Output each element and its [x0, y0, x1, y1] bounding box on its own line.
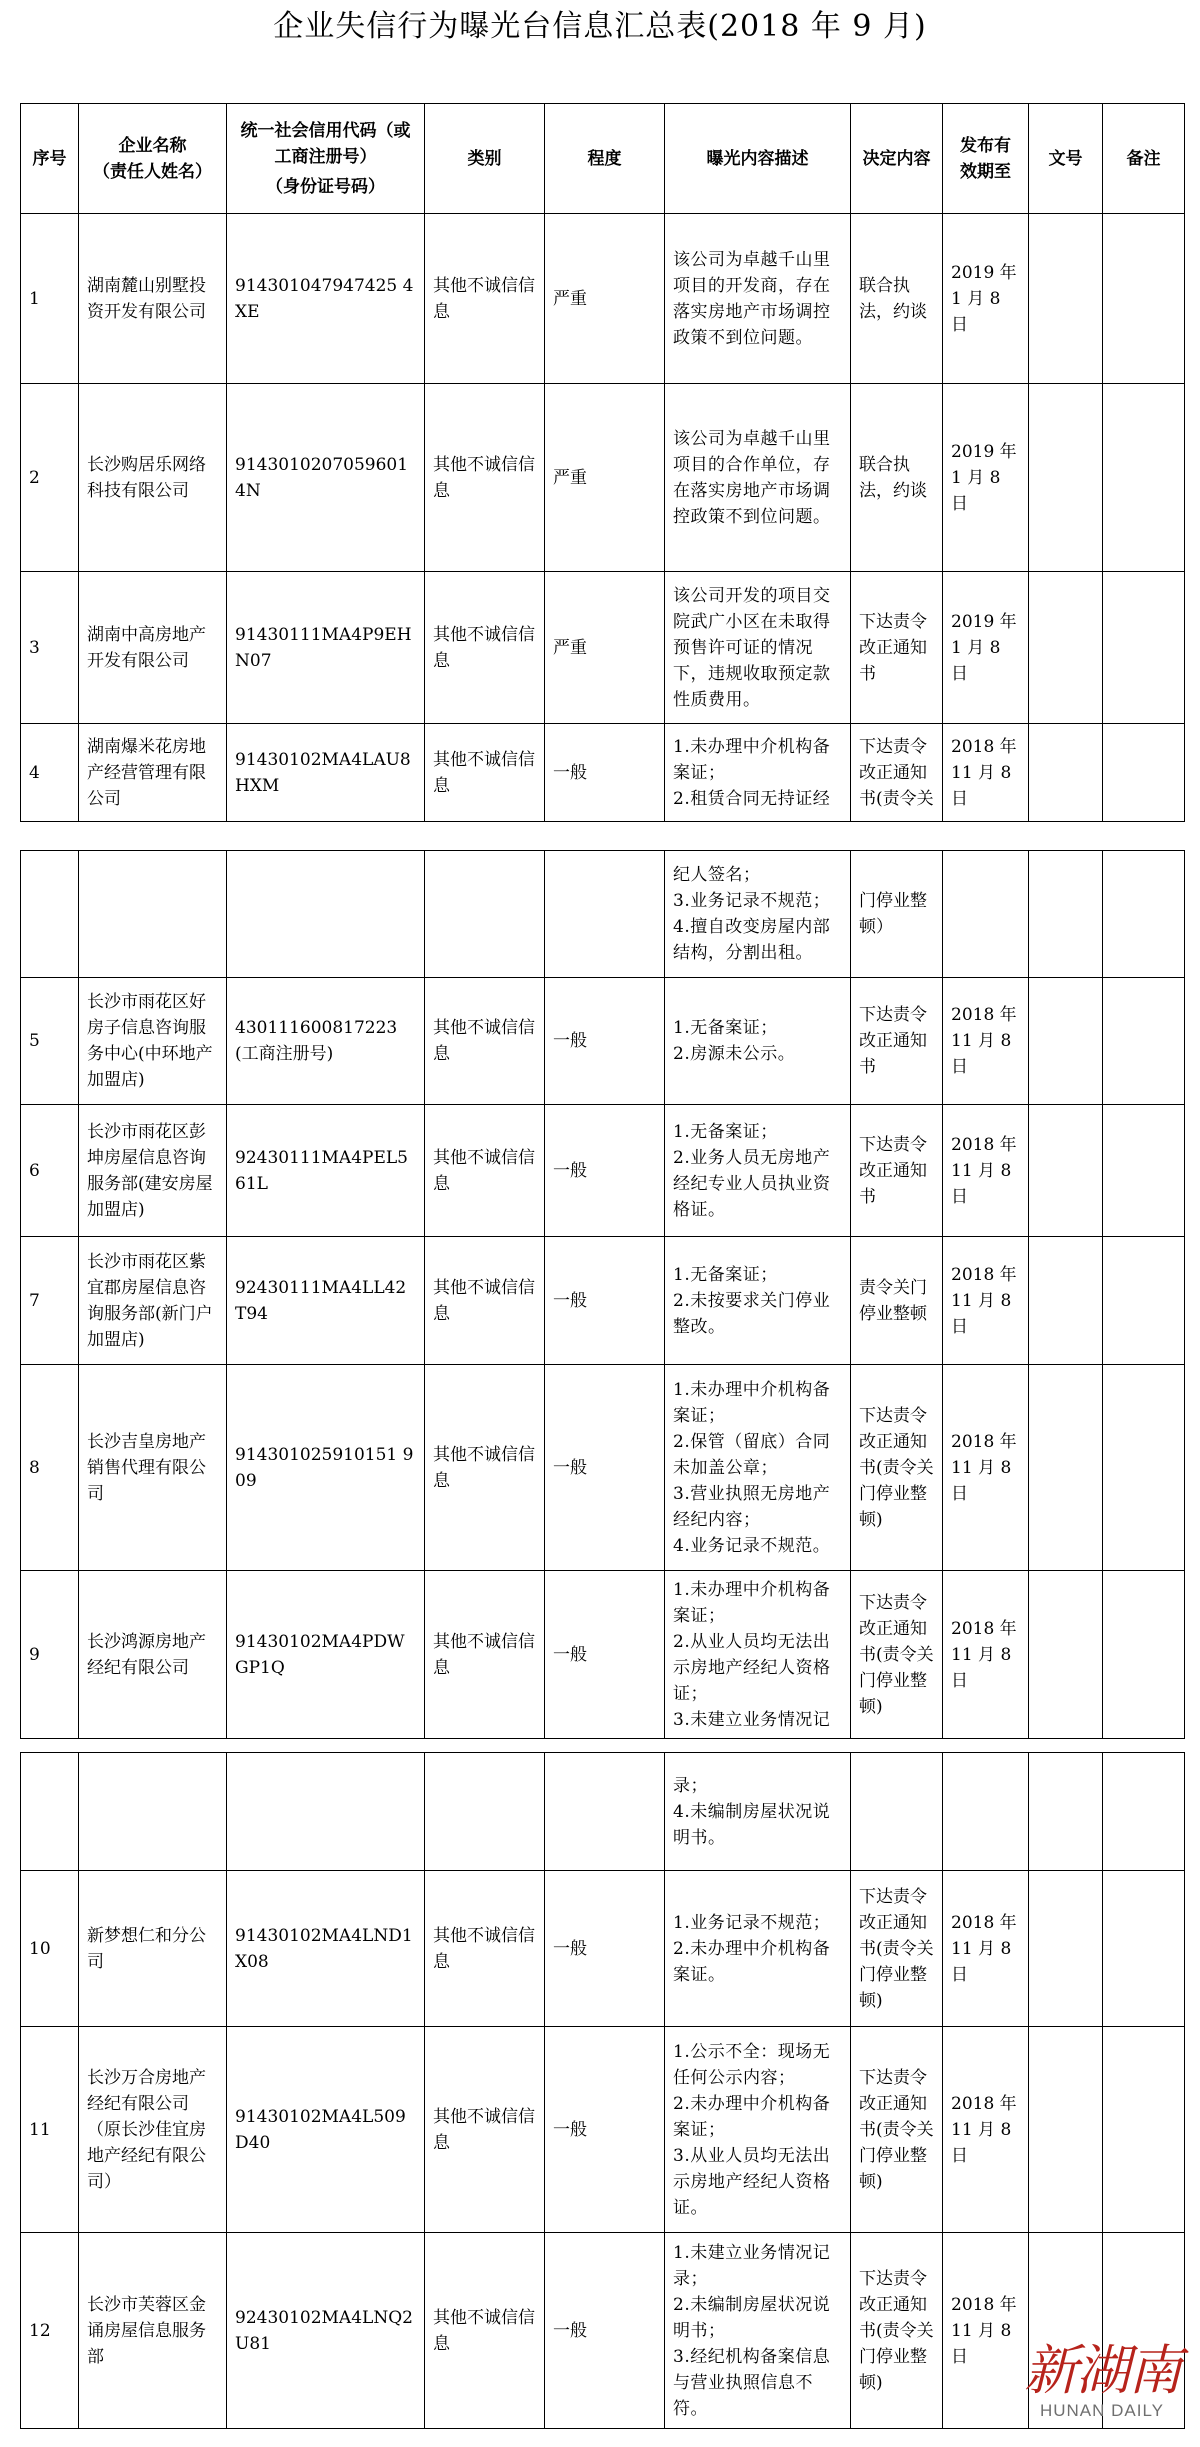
cell-no: 7: [21, 1237, 79, 1365]
cell-doc-no: [1029, 1571, 1103, 1739]
cell-expiry: 2018 年 11 月 8 日: [943, 978, 1029, 1105]
cell-description: 录； 4.未编制房屋状况说明书。: [665, 1753, 851, 1871]
cell-expiry: 2018 年 11 月 8 日: [943, 2233, 1029, 2429]
cell-level: 一般: [545, 1365, 665, 1571]
table-row: [21, 2027, 1185, 2233]
cell-level: 一般: [545, 1571, 665, 1739]
cell-description: 1.未建立业务情况记录； 2.未编制房屋状况说明书； 3.经纪机构备案信息与营业执照信息不符。: [665, 2233, 851, 2429]
cell-description: 1.业务记录不规范； 2.未办理中介机构备案证。: [665, 1871, 851, 2027]
cell-expiry: 2018 年 11 月 8 日: [943, 1237, 1029, 1365]
header-name-line-2: （责任人姓名）: [93, 161, 212, 182]
cell-decision: 下达责令改正通知书(责令关门停业整顿): [851, 2233, 943, 2429]
table-header-row: [21, 104, 1185, 214]
cell-level: [545, 851, 665, 978]
header-doc-no: 文号: [1029, 104, 1103, 214]
cell-decision: 下达责令改正通知书: [851, 1105, 943, 1237]
cell-description: 1.无备案证； 2.业务人员无房地产经纪专业人员执业资格证。: [665, 1105, 851, 1237]
cell-no: 11: [21, 2027, 79, 2233]
cell-type: 其他不诚信信息: [425, 1237, 545, 1365]
cell-credit-code: [227, 851, 425, 978]
cell-company-name: 长沙市雨花区紫宜郡房屋信息咨询服务部(新门户加盟店): [79, 1237, 227, 1365]
cell-description: 1.未办理中介机构备案证； 2.从业人员均无法出示房地产经纪人资格证； 3.未建立业务情况记: [665, 1571, 851, 1739]
cell-type: 其他不诚信信息: [425, 1105, 545, 1237]
cell-no: 10: [21, 1871, 79, 2027]
cell-expiry: 2018 年 11 月 8 日: [943, 1105, 1029, 1237]
cell-type: 其他不诚信信息: [425, 572, 545, 724]
header-decision: 决定内容: [851, 104, 943, 214]
cell-decision: 联合执法，约谈: [851, 384, 943, 572]
cell-expiry: 2018 年 11 月 8 日: [943, 2027, 1029, 2233]
cell-doc-no: [1029, 1237, 1103, 1365]
header-type: 类别: [425, 104, 545, 214]
cell-expiry: [943, 851, 1029, 978]
header-description: 曝光内容描述: [665, 104, 851, 214]
cell-no: 3: [21, 572, 79, 724]
cell-level: 一般: [545, 2233, 665, 2429]
page-title: 企业失信行为曝光台信息汇总表(2018 年 9 月): [273, 9, 927, 44]
table-row: [21, 1237, 1185, 1365]
cell-credit-code: 91430111MA4P9EH N07: [227, 572, 425, 724]
summary-table-part-2: [20, 850, 1185, 1739]
cell-remark: [1103, 1571, 1185, 1739]
cell-company-name: 长沙吉皇房地产销售代理有限公司: [79, 1365, 227, 1571]
cell-description: 1.公示不全：现场无任何公示内容； 2.未办理中介机构备案证； 3.从业人员均无法出示房地产经纪人资格证。: [665, 2027, 851, 2233]
cell-decision: 联合执法，约谈: [851, 214, 943, 384]
cell-remark: [1103, 724, 1185, 822]
cell-credit-code: 914301025910151 909: [227, 1365, 425, 1571]
cell-level: 严重: [545, 572, 665, 724]
cell-remark: [1103, 214, 1185, 384]
table-row: [21, 724, 1185, 822]
cell-remark: [1103, 2027, 1185, 2233]
cell-no: [21, 851, 79, 978]
cell-type: [425, 1753, 545, 1871]
cell-description: 该公司开发的项目交院武广小区在未取得预售许可证的情况下，违规收取预定款性质费用。: [665, 572, 851, 724]
cell-company-name: 长沙鸿源房地产经纪有限公司: [79, 1571, 227, 1739]
cell-expiry: [943, 1753, 1029, 1871]
cell-credit-code: 92430111MA4PEL5 61L: [227, 1105, 425, 1237]
header-code-line-3: （身份证号码）: [266, 176, 385, 197]
cell-type: 其他不诚信信息: [425, 2027, 545, 2233]
cell-level: 严重: [545, 384, 665, 572]
header-remark: 备注: [1103, 104, 1185, 214]
cell-doc-no: [1029, 1753, 1103, 1871]
cell-doc-no: [1029, 572, 1103, 724]
cell-remark: [1103, 572, 1185, 724]
cell-no: 8: [21, 1365, 79, 1571]
table-row: [21, 1871, 1185, 2027]
cell-company-name: 长沙购居乐网络科技有限公司: [79, 384, 227, 572]
logo-subtitle: HUNAN DAILY: [1039, 2401, 1165, 2420]
cell-description: 该公司为卓越千山里项目的合作单位，存在落实房地产市场调控政策不到位问题。: [665, 384, 851, 572]
cell-no: [21, 1753, 79, 1871]
cell-level: 一般: [545, 1105, 665, 1237]
cell-company-name: 长沙市雨花区彭坤房屋信息咨询服务部(建安房屋加盟店): [79, 1105, 227, 1237]
newspaper-logo: [1022, 2339, 1182, 2439]
cell-type: 其他不诚信信息: [425, 978, 545, 1105]
cell-level: 严重: [545, 214, 665, 384]
cell-credit-code: 91430102MA4LAU8 HXM: [227, 724, 425, 822]
cell-remark: [1103, 1365, 1185, 1571]
cell-decision: 责令关门停业整顿: [851, 1237, 943, 1365]
cell-description: 1.未办理中介机构备案证； 2.保管（留底）合同未加盖公章； 3.营业执照无房地产经纪内容； 4.业务记录不规范。: [665, 1365, 851, 1571]
cell-company-name: 长沙万合房地产经纪有限公司（原长沙佳宜房地产经纪有限公司）: [79, 2027, 227, 2233]
cell-type: 其他不诚信信息: [425, 214, 545, 384]
cell-level: [545, 1753, 665, 1871]
logo-wordmark: 新湖南: [1024, 2339, 1180, 2402]
cell-decision: 下达责令改正通知书(责令关门停业整顿): [851, 1871, 943, 2027]
cell-type: 其他不诚信信息: [425, 384, 545, 572]
cell-type: 其他不诚信信息: [425, 1871, 545, 2027]
cell-no: 5: [21, 978, 79, 1105]
header-name-line-1: 企业名称: [118, 135, 187, 156]
cell-doc-no: [1029, 1871, 1103, 2027]
cell-expiry: 2019 年 1 月 8 日: [943, 384, 1029, 572]
cell-expiry: 2019 年 1 月 8 日: [943, 572, 1029, 724]
header-company-name: [79, 104, 227, 214]
cell-decision: 下达责令改正通知书(责令关门停业整顿): [851, 1571, 943, 1739]
cell-level: 一般: [545, 2027, 665, 2233]
cell-doc-no: [1029, 851, 1103, 978]
header-code-line-2: 工商注册号）: [274, 146, 377, 167]
cell-expiry: 2018 年 11 月 8 日: [943, 724, 1029, 822]
cell-doc-no: [1029, 724, 1103, 822]
cell-expiry: 2018 年 11 月 8 日: [943, 1871, 1029, 2027]
cell-credit-code: 92430111MA4LL42 T94: [227, 1237, 425, 1365]
cell-decision: 门停业整顿）: [851, 851, 943, 978]
table-row: [21, 384, 1185, 572]
summary-table-part-1: [20, 103, 1185, 822]
cell-level: 一般: [545, 978, 665, 1105]
cell-type: 其他不诚信信息: [425, 1365, 545, 1571]
table-row: [21, 2233, 1185, 2429]
header-credit-code: [227, 104, 425, 214]
header-level: 程度: [545, 104, 665, 214]
header-expiry-line-1: 发布有: [960, 135, 1011, 156]
cell-expiry: 2018 年 11 月 8 日: [943, 1571, 1029, 1739]
cell-doc-no: [1029, 978, 1103, 1105]
cell-description: 该公司为卓越千山里项目的开发商，存在落实房地产市场调控政策不到位问题。: [665, 214, 851, 384]
cell-credit-code: 91430102MA4LND1 X08: [227, 1871, 425, 2027]
cell-description: 1.无备案证； 2.房源未公示。: [665, 978, 851, 1105]
header-no: 序号: [21, 104, 79, 214]
cell-description: 纪人签名； 3.业务记录不规范； 4.擅自改变房屋内部结构，分割出租。: [665, 851, 851, 978]
cell-expiry: 2019 年 1 月 8 日: [943, 214, 1029, 384]
header-code-line-1: 统一社会信用代码（或: [240, 120, 411, 141]
cell-decision: 下达责令改正通知书: [851, 978, 943, 1105]
cell-no: 9: [21, 1571, 79, 1739]
cell-credit-code: 92430102MA4LNQ2 U81: [227, 2233, 425, 2429]
cell-level: 一般: [545, 1237, 665, 1365]
cell-company-name: 长沙市芙蓉区金诵房屋信息服务部: [79, 2233, 227, 2429]
cell-credit-code: [227, 1753, 425, 1871]
table-row: [21, 978, 1185, 1105]
cell-description: 1.无备案证； 2.未按要求关门停业整改。: [665, 1237, 851, 1365]
cell-credit-code: 9143010207059601 4N: [227, 384, 425, 572]
cell-type: 其他不诚信信息: [425, 724, 545, 822]
cell-doc-no: [1029, 1105, 1103, 1237]
table-row: [21, 214, 1185, 384]
table-row: [21, 851, 1185, 978]
cell-remark: [1103, 978, 1185, 1105]
cell-credit-code: 91430102MA4L509 D40: [227, 2027, 425, 2233]
cell-no: 12: [21, 2233, 79, 2429]
cell-remark: [1103, 384, 1185, 572]
cell-company-name: 新梦想仁和分公司: [79, 1871, 227, 2027]
cell-doc-no: [1029, 2027, 1103, 2233]
cell-remark: [1103, 1105, 1185, 1237]
cell-remark: [1103, 1237, 1185, 1365]
cell-type: 其他不诚信信息: [425, 2233, 545, 2429]
cell-credit-code: 430111600817223 (工商注册号): [227, 978, 425, 1105]
cell-remark: [1103, 851, 1185, 978]
cell-company-name: 湖南中高房地产开发有限公司: [79, 572, 227, 724]
cell-company-name: [79, 1753, 227, 1871]
cell-level: 一般: [545, 724, 665, 822]
cell-remark: [1103, 1871, 1185, 2027]
cell-no: 6: [21, 1105, 79, 1237]
summary-table-part-3: [20, 1752, 1185, 2429]
cell-type: 其他不诚信信息: [425, 1571, 545, 1739]
cell-no: 4: [21, 724, 79, 822]
cell-expiry: 2018 年 11 月 8 日: [943, 1365, 1029, 1571]
cell-decision: [851, 1753, 943, 1871]
table-row: [21, 1365, 1185, 1571]
table-row: [21, 1571, 1185, 1739]
cell-company-name: 湖南麓山别墅投资开发有限公司: [79, 214, 227, 384]
cell-level: 一般: [545, 1871, 665, 2027]
cell-no: 2: [21, 384, 79, 572]
cell-credit-code: 91430102MA4PDW GP1Q: [227, 1571, 425, 1739]
cell-no: 1: [21, 214, 79, 384]
cell-type: [425, 851, 545, 978]
cell-decision: 下达责令改正通知书: [851, 572, 943, 724]
cell-doc-no: [1029, 384, 1103, 572]
header-expiry: [943, 104, 1029, 214]
cell-description: 1.未办理中介机构备案证； 2.租赁合同无持证经: [665, 724, 851, 822]
table-row: [21, 572, 1185, 724]
cell-doc-no: [1029, 214, 1103, 384]
header-expiry-line-2: 效期至: [960, 161, 1011, 182]
table-row: [21, 1753, 1185, 1871]
cell-decision: 下达责令改正通知书(责令关门停业整顿): [851, 2027, 943, 2233]
cell-credit-code: 914301047947425 4XE: [227, 214, 425, 384]
cell-company-name: [79, 851, 227, 978]
cell-company-name: 湖南爆米花房地产经营管理有限公司: [79, 724, 227, 822]
table-row: [21, 1105, 1185, 1237]
cell-remark: [1103, 1753, 1185, 1871]
cell-doc-no: [1029, 1365, 1103, 1571]
cell-decision: 下达责令改正通知书(责令关门停业整顿): [851, 1365, 943, 1571]
cell-decision: 下达责令改正通知书(责令关: [851, 724, 943, 822]
cell-company-name: 长沙市雨花区好房子信息咨询服务中心(中环地产加盟店): [79, 978, 227, 1105]
